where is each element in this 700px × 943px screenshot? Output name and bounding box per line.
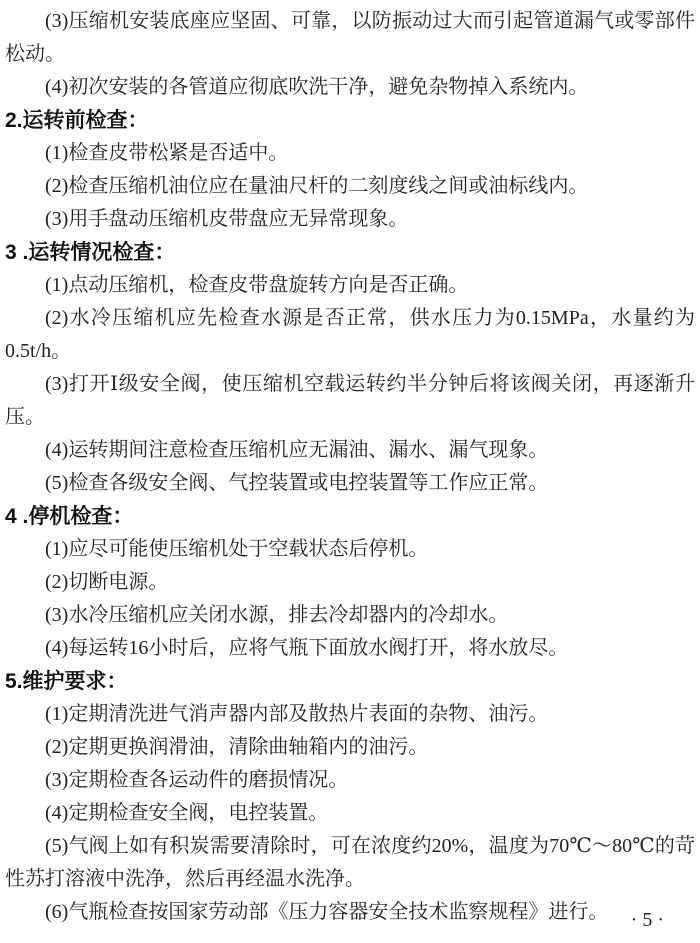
section-heading: 3 .运转情况检查：: [5, 241, 176, 264]
section-heading: 2.运转前检查：: [5, 109, 149, 132]
paragraph: (4)初次安装的各管道应彻底吹洗干净，避免杂物掉入系统内。: [45, 76, 589, 98]
paragraph: (3)打开Ⅰ级安全阀，使压缩机空载运转约半分钟后将该阀关闭，再逐渐升压。: [5, 373, 695, 428]
paragraph: (1)定期清洗进气消声器内部及散热片表面的杂物、油污。: [45, 703, 549, 725]
paragraph: (5)检查各级安全阀、气控装置或电控装置等工作应正常。: [45, 472, 549, 494]
page-number: · 5 ·: [630, 909, 664, 931]
paragraph: (3)水冷压缩机应关闭水源，排去冷却器内的冷却水。: [45, 604, 509, 626]
paragraph: (1)应尽可能使压缩机处于空载状态后停机。: [45, 538, 429, 560]
paragraph: (3)定期检查各运动件的磨损情况。: [45, 769, 349, 791]
document-body: [5, 5, 695, 929]
paragraph: (1)点动压缩机，检查皮带盘旋转方向是否正确。: [45, 274, 469, 296]
paragraph: (2)检查压缩机油位应在量油尺杆的二刻度线之间或油标线内。: [45, 175, 589, 197]
paragraph: (1)检查皮带松紧是否适中。: [45, 142, 289, 164]
paragraph: (4)定期检查安全阀，电控装置。: [45, 802, 329, 824]
section-heading: 4 .停机检查：: [5, 505, 134, 528]
paragraph: (6)气瓶检查按国家劳动部《压力容器安全技术监察规程》进行。: [45, 901, 609, 923]
paragraph: (3)用手盘动压缩机皮带盘应无异常现象。: [45, 208, 409, 230]
paragraph: (2)定期更换润滑油，清除曲轴箱内的油污。: [45, 736, 429, 758]
paragraph: (5)气阀上如有积炭需要清除时，可在浓度约20%，温度为70℃～80℃的苛性苏打溶液中洗净，然后再经温水洗净。: [5, 835, 695, 890]
paragraph: (4)每运转16小时后，应将气瓶下面放水阀打开，将水放尽。: [45, 637, 569, 659]
paragraph: (2)切断电源。: [45, 571, 169, 593]
section-heading: 5.维护要求：: [5, 670, 128, 693]
paragraph: (2)水冷压缩机应先检查水源是否正常，供水压力为0.15MPa，水量约为0.5t/h。: [5, 307, 695, 362]
paragraph: (3)压缩机安装底座应坚固、可靠，以防振动过大而引起管道漏气或零部件松动。: [5, 10, 695, 65]
paragraph: (4)运转期间注意检查压缩机应无漏油、漏水、漏气现象。: [45, 439, 549, 461]
